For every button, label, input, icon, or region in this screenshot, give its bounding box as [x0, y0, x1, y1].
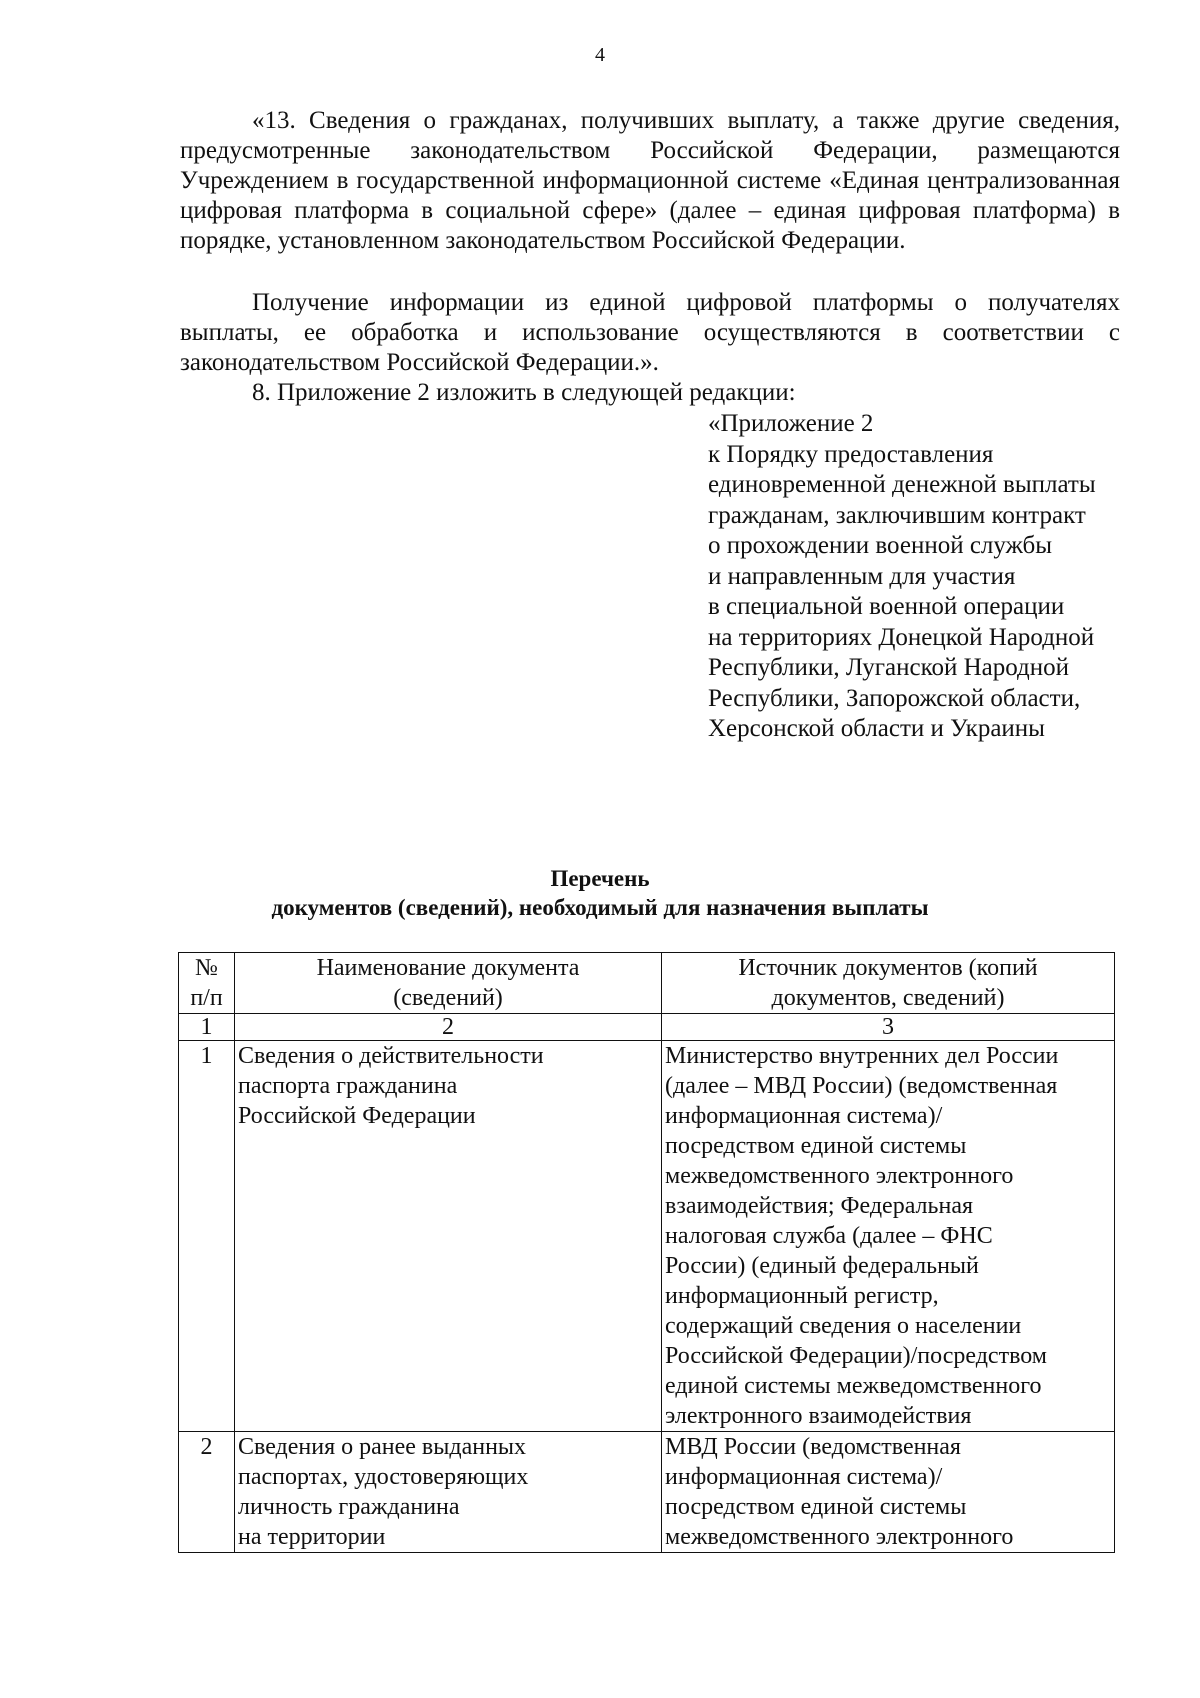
cell-line: взаимодействия; Федеральная	[665, 1193, 974, 1219]
table-row	[179, 1041, 1115, 1432]
cell-line: информационный регистр,	[665, 1283, 939, 1309]
header-text: Источник документов (копий	[738, 955, 1038, 981]
appendix-heading	[708, 409, 1138, 745]
row-number: 1	[179, 1041, 235, 1432]
list-title-line2: документов (сведений), необходимый для назначения выплаты	[271, 895, 929, 920]
column-number-row	[179, 1014, 1115, 1041]
row-document-source	[662, 1041, 1115, 1432]
cell-line: Российской Федерации	[238, 1103, 476, 1129]
cell-line: Российской Федерации)/посредством	[665, 1343, 1047, 1369]
cell-line: межведомственного электронного	[665, 1163, 1014, 1189]
appendix-line: Херсонской области и Украины	[708, 715, 1045, 742]
appendix-line: Республики, Луганской Народной	[708, 654, 1069, 681]
page-number: 4	[595, 44, 605, 66]
header-document-source	[662, 953, 1115, 1014]
table-row	[179, 1432, 1115, 1553]
cell-line: информационная система)/	[665, 1464, 943, 1490]
cell-line: Сведения о ранее выданных	[238, 1434, 527, 1460]
cell-line: паспортах, удостоверяющих	[238, 1464, 529, 1490]
appendix-line: единовременной денежной выплаты	[708, 471, 1096, 498]
header-text: п/п	[190, 985, 223, 1011]
cell-line: посредством единой системы	[665, 1494, 967, 1520]
appendix-line: и направленным для участия	[708, 562, 1016, 590]
header-text: (сведений)	[393, 985, 503, 1011]
column-number: 1	[179, 1014, 235, 1041]
paragraph-13: «13. Сведения о гражданах, получивших выплату, а также другие сведения, предусмотренные законодательством Российской Федерации, размещаются Учреждением в государственной информационной системе «Единая централизованная цифровая платформа в социальной сфере» (далее – единая цифровая платформа) в порядке, установленном законодательством Российской Федерации.	[180, 107, 1120, 254]
header-text: Наименование документа	[316, 955, 580, 981]
header-document-name	[235, 953, 662, 1014]
paragraph-item-8: 8. Приложение 2 изложить в следующей редакции:	[252, 379, 796, 406]
cell-line: Сведения о действительности	[238, 1043, 544, 1069]
cell-line: межведомственного электронного	[665, 1524, 1014, 1550]
row-document-name	[235, 1041, 662, 1432]
cell-line: содержащий сведения о населении	[665, 1313, 1022, 1339]
list-title	[0, 864, 1200, 922]
paragraph-receipt: Получение информации из единой цифровой платформы о получателях выплаты, ее обработка и использование осуществляются в соответствии с законодательством Российской Федерации.».	[180, 289, 1120, 376]
cell-line: МВД России (ведомственная	[665, 1434, 961, 1460]
row-document-source	[662, 1432, 1115, 1553]
cell-line: электронного взаимодействия	[665, 1403, 972, 1429]
column-number: 3	[662, 1014, 1115, 1041]
header-text: №	[195, 955, 218, 981]
appendix-line: в специальной военной операции	[708, 593, 1065, 620]
list-title-line1: Перечень	[550, 866, 650, 891]
row-document-name	[235, 1432, 662, 1553]
table-header-row	[179, 953, 1115, 1014]
cell-line: единой системы межведомственного	[665, 1373, 1042, 1399]
cell-line: паспорта гражданина	[238, 1073, 458, 1099]
cell-line: информационная система)/	[665, 1103, 943, 1129]
cell-line: на территории	[238, 1524, 386, 1550]
cell-line: посредством единой системы	[665, 1133, 967, 1159]
cell-line: Министерство внутренних дел России	[665, 1043, 1059, 1069]
header-text: документов, сведений)	[771, 985, 1005, 1011]
header-number	[179, 953, 235, 1014]
appendix-line: к Порядку предоставления	[708, 440, 994, 468]
cell-line: личность гражданина	[238, 1494, 460, 1520]
column-number: 2	[235, 1014, 662, 1041]
cell-line: налоговая служба (далее – ФНС	[665, 1223, 993, 1249]
appendix-line: Республики, Запорожской области,	[708, 684, 1081, 712]
cell-line: (далее – МВД России) (ведомственная	[665, 1073, 1058, 1099]
row-number: 2	[179, 1432, 235, 1553]
documents-table	[178, 952, 1115, 1553]
appendix-line: «Приложение 2	[708, 410, 874, 437]
appendix-line: на территориях Донецкой Народной	[708, 623, 1095, 651]
cell-line: России) (единый федеральный	[665, 1253, 979, 1279]
appendix-line: о прохождении военной службы	[708, 532, 1053, 559]
appendix-line: гражданам, заключившим контракт	[708, 501, 1086, 529]
